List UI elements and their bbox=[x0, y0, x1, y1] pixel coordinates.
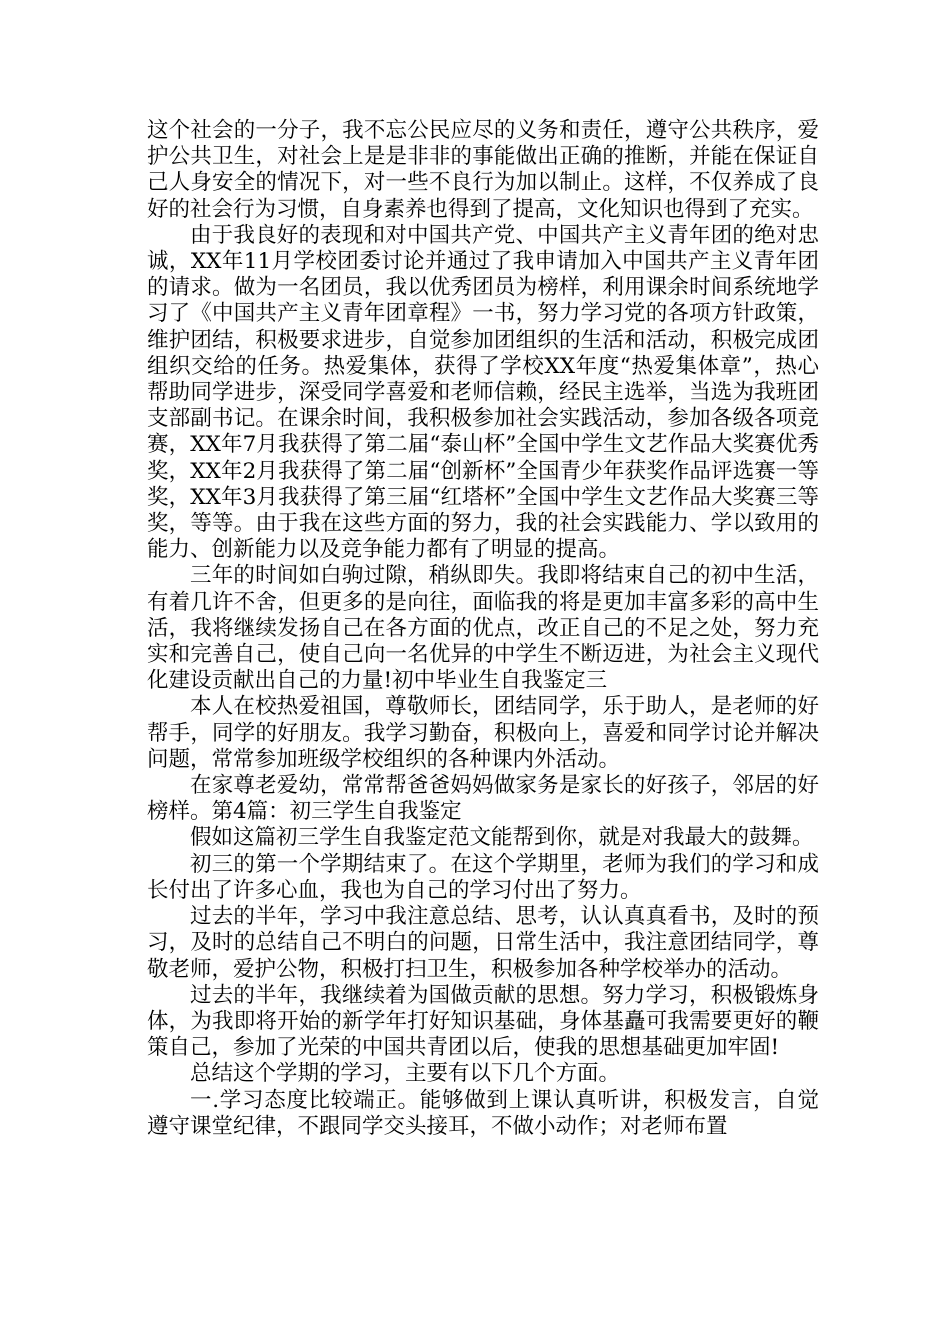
paragraph-7: 初三的第一个学期结束了。在这个学期里，老师为我们的学习和成长付出了许多心血，我也为自己的学习付出了努力。 bbox=[147, 851, 819, 903]
paragraph-6: 假如这篇初三学生自我鉴定范文能帮到你，就是对我最大的鼓舞。 bbox=[190, 825, 814, 851]
paragraph-9: 过去的半年，我继续着为国做贡献的思想。努力学习，积极锻炼身体，为我即将开始的新学年打好知识基础，身体基矗可我需要更好的鞭策自己，参加了光荣的中国共青团以后，使我的思想基础更加牢固! bbox=[147, 982, 819, 1061]
paragraph-2: 由于我良好的表现和对中国共产党、中国共产主义青年团的绝对忠诚，XX年11月学校团委讨论并通过了我申请加入中国共产主义青年团的请求。做为一名团员，我以优秀团员为榜样，利用课余时间系统地学习了《中国共产主义青年团章程》一书，努力学习党的各项方针政策，维护团结，积极要求进步，自觉参加团组织的生活和活动，积极完成团组织交给的任务。热爱集体，获得了学校XX年度“热爱集体章”，热心帮助同学进步，深受同学喜爱和老师信赖，经民主选举，当选为我班团支部副书记。在课余时间，我积极参加社会实践活动，参加各级各项竞赛，XX年7月我获得了第二届“泰山杯”全国中学生文艺作品大奖赛优秀奖，XX年2月我获得了第二届“创新杯”全国青少年获奖作品评选赛一等奖，XX年3月我获得了第三届“红塔杯”全国中学生文艺作品大奖赛三等奖，等等。由于我在这些方面的努力，我的社会实践能力、学以致用的能力、创新能力以及竞争能力都有了明显的提高。 bbox=[147, 222, 819, 563]
paragraph-1: 这个社会的一分子，我不忘公民应尽的义务和责任，遵守公共秩序，爱护公共卫生，对社会上是是非非的事能做出正确的推断，并能在保证自己人身安全的情况下，对一些不良行为加以制止。这样，不仅养成了良好的社会行为习惯，自身素养也得到了提高，文化知识也得到了充实。 bbox=[147, 118, 819, 222]
paragraph-3: 三年的时间如白驹过隙，稍纵即失。我即将结束自己的初中生活，有着几许不舍，但更多的是向往，面临我的将是更加丰富多彩的高中生活，我将继续发扬自己在各方面的优点，改正自己的不足之处，努力充实和完善自己，使自己向一名优异的中学生不断迈进，为社会主义现代化建设贡献出自己的力量!初中毕业生自我鉴定三 bbox=[147, 563, 819, 694]
paragraph-5: 在家尊老爱幼，常常帮爸爸妈妈做家务是家长的好孩子，邻居的好榜样。第4篇：初三学生自我鉴定 bbox=[147, 773, 819, 825]
document-body bbox=[147, 118, 819, 1140]
paragraph-4: 本人在校热爱祖国，尊敬师长，团结同学，乐于助人，是老师的好帮手，同学的好朋友。我学习勤奋，积极向上，喜爱和同学讨论并解决问题，常常参加班级学校组织的各种课内外活动。 bbox=[147, 694, 819, 772]
paragraph-10: 总结这个学期的学习，主要有以下几个方面。 bbox=[190, 1061, 621, 1087]
paragraph-11: 一.学习态度比较端正。能够做到上课认真听讲，积极发言，自觉遵守课堂纪律，不跟同学交头接耳，不做小动作；对老师布置 bbox=[147, 1087, 819, 1139]
paragraph-8: 过去的半年，学习中我注意总结、思考，认认真真看书，及时的预习，及时的总结自己不明白的问题，日常生活中，我注意团结同学，尊敬老师，爱护公物，积极打扫卫生，积极参加各种学校举办的活动。 bbox=[147, 904, 819, 982]
